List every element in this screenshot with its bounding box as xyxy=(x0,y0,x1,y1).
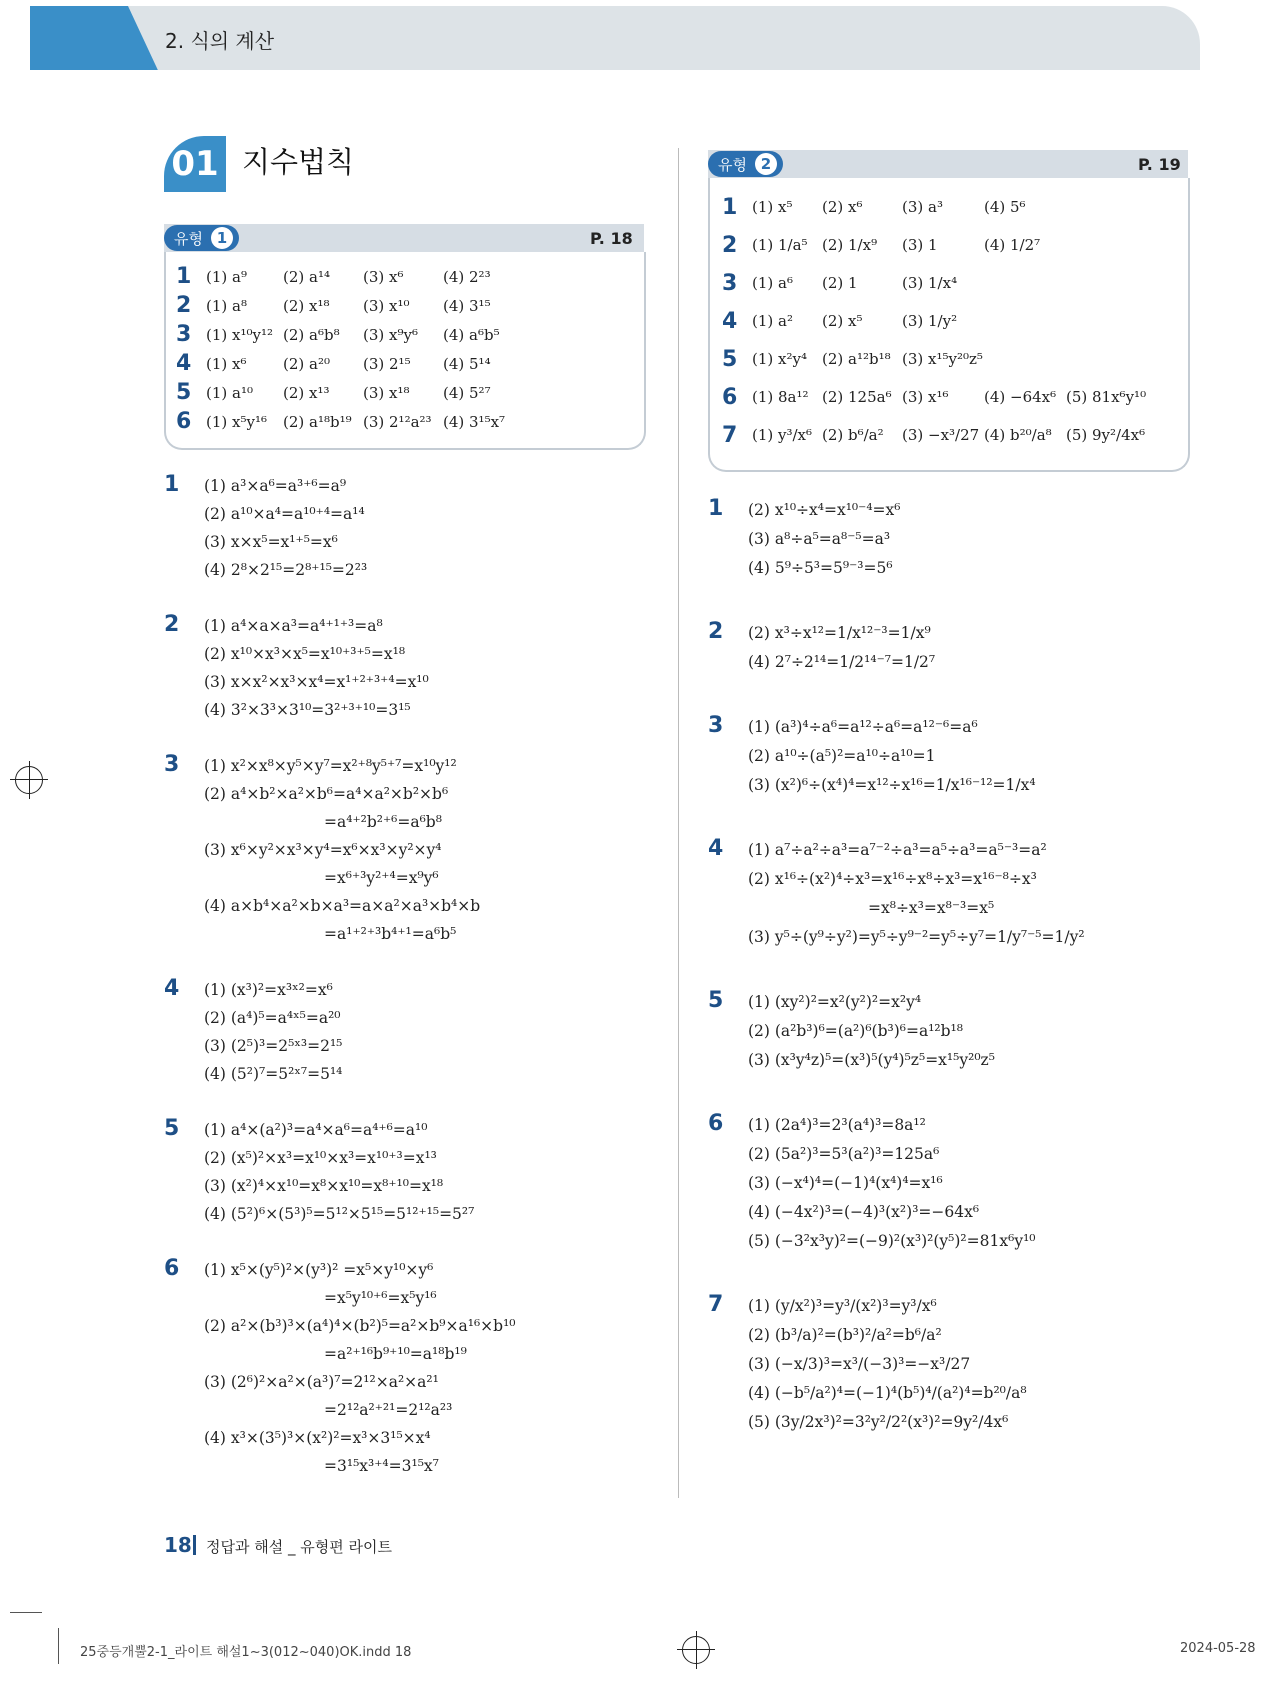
answer-cell: (3) 1/y² xyxy=(902,312,958,330)
answer-number: 4 xyxy=(722,308,738,334)
answer-cell: (4) −64x⁶ xyxy=(984,388,1057,406)
solution-group xyxy=(708,496,1228,583)
type2-page-ref: P. 19 xyxy=(1138,155,1181,174)
solution-line: (4) x³×(3⁵)³×(x²)²=x³×3¹⁵×x⁴ xyxy=(204,1429,431,1447)
answer-cell: (2) x⁵ xyxy=(822,312,863,330)
footer-title: 정답과 해설 _ 유형편 라이트 xyxy=(206,1538,392,1556)
slug-date: 2024-05-28 xyxy=(1180,1641,1256,1656)
solution-group xyxy=(708,1111,1228,1256)
type1-badge xyxy=(164,225,239,251)
answer-cell: (2) a¹⁴ xyxy=(283,267,330,286)
answer-cell: (2) x⁶ xyxy=(822,198,863,216)
answer-number: 6 xyxy=(722,384,738,410)
solution-line: (1) (y/x²)³=y³/(x²)³=y³/x⁶ xyxy=(748,1297,937,1315)
type1-page-ref: P. 18 xyxy=(590,229,633,248)
answer-number: 1 xyxy=(176,264,192,289)
solution-line: =a¹⁺²⁺³b⁴⁺¹=a⁶b⁵ xyxy=(324,925,457,943)
solution-line: (1) a³×a⁶=a³⁺⁶=a⁹ xyxy=(204,477,347,495)
answer-cell: (1) y³/x⁶ xyxy=(752,426,813,444)
answer-cell: (1) a² xyxy=(752,312,793,330)
type2-answer-grid xyxy=(722,188,1146,454)
solution-lines xyxy=(748,713,1228,800)
answer-cell: (5) 9y²/4x⁶ xyxy=(1066,426,1146,444)
solution-line: (4) 3²×3³×3¹⁰=3²⁺³⁺¹⁰=3¹⁵ xyxy=(204,701,411,719)
left-solutions xyxy=(164,472,664,1480)
answer-number: 3 xyxy=(176,322,192,347)
type1-badge-number: 1 xyxy=(211,227,233,249)
solution-line: =a⁴⁺²b²⁺⁶=a⁶b⁸ xyxy=(324,813,442,831)
solution-line: (2) x³÷x¹²=1/x¹²⁻³=1/x⁹ xyxy=(748,624,931,642)
answer-cell: (2) a¹⁸b¹⁹ xyxy=(283,412,352,431)
solution-line: =x⁸÷x³=x⁸⁻³=x⁵ xyxy=(868,899,995,917)
solution-number: 3 xyxy=(708,713,724,738)
solution-line: =2¹²a²⁺²¹=2¹²a²³ xyxy=(324,1401,453,1419)
answer-cell: (1) a⁶ xyxy=(752,274,793,292)
solution-group xyxy=(708,836,1228,952)
solution-line: (3) (x²)⁴×x¹⁰=x⁸×x¹⁰=x⁸⁺¹⁰=x¹⁸ xyxy=(204,1177,444,1195)
slug-filename: 25중등개뿔2-1_라이트 해설1~3(012~040)OK.indd 18 xyxy=(80,1645,412,1660)
answer-cell: (1) 8a¹² xyxy=(752,388,809,406)
solution-line: (4) 2⁸×2¹⁵=2⁸⁺¹⁵=2²³ xyxy=(204,561,368,579)
solution-group xyxy=(164,472,664,584)
solution-line: (1) (xy²)²=x²(y²)²=x²y⁴ xyxy=(748,993,922,1011)
solution-line: (1) a⁴×a×a³=a⁴⁺¹⁺³=a⁸ xyxy=(204,617,383,635)
answer-number: 6 xyxy=(176,409,192,434)
solution-lines xyxy=(204,472,664,584)
solution-number: 5 xyxy=(164,1116,180,1141)
answer-cell: (3) x¹⁶ xyxy=(902,388,949,406)
solution-line: (3) (2⁶)²×a²×(a³)⁷=2¹²×a²×a²¹ xyxy=(204,1373,439,1391)
answer-cell: (1) a⁹ xyxy=(206,267,247,286)
answer-cell: (4) 2²³ xyxy=(443,267,491,286)
answer-row xyxy=(176,320,523,349)
answer-cell: (2) x¹⁸ xyxy=(283,296,330,315)
solution-line: (4) 2⁷÷2¹⁴=1/2¹⁴⁻⁷=1/2⁷ xyxy=(748,653,936,671)
section-number: 01 xyxy=(164,136,226,192)
solution-lines xyxy=(748,496,1228,583)
answer-cell: (4) 5²⁷ xyxy=(443,383,491,402)
solution-line: (3) (−x/3)³=x³/(−3)³=−x³/27 xyxy=(748,1355,971,1373)
column-divider xyxy=(678,148,679,1498)
solution-line: (3) (2⁵)³=2⁵ˣ³=2¹⁵ xyxy=(204,1037,343,1055)
answer-cell: (1) x¹⁰y¹² xyxy=(206,325,274,344)
answer-cell: (2) 125a⁶ xyxy=(822,388,892,406)
solution-number: 1 xyxy=(164,472,180,497)
solution-number: 6 xyxy=(164,1256,180,1281)
solution-line: (2) (b³/a)²=(b³)²/a²=b⁶/a² xyxy=(748,1326,942,1344)
answer-cell: (3) a³ xyxy=(902,198,943,216)
answer-number: 2 xyxy=(722,232,738,258)
solution-number: 4 xyxy=(708,836,724,861)
crop-mark-h xyxy=(10,1612,42,1613)
solution-line: (4) (−b⁵/a²)⁴=(−1)⁴(b⁵)⁴/(a²)⁴=b²⁰/a⁸ xyxy=(748,1384,1027,1402)
solution-lines xyxy=(204,976,664,1088)
solution-number: 5 xyxy=(708,988,724,1013)
solution-line: (3) (x³y⁴z)⁵=(x³)⁵(y⁴)⁵z⁵=x¹⁵y²⁰z⁵ xyxy=(748,1051,995,1069)
answer-cell: (4) 5⁶ xyxy=(984,198,1026,216)
answer-cell: (2) 1/x⁹ xyxy=(822,236,878,254)
solution-group xyxy=(164,1256,664,1480)
solution-line: (3) y⁵÷(y⁹÷y²)=y⁵÷y⁹⁻²=y⁵÷y⁷=1/y⁷⁻⁵=1/y² xyxy=(748,928,1085,946)
solution-line: (2) a⁴×b²×a²×b⁶=a⁴×a²×b²×b⁶ xyxy=(204,785,449,803)
solution-line: (1) x⁵×(y⁵)²×(y³)² =x⁵×y¹⁰×y⁶ xyxy=(204,1261,434,1279)
solution-line: (1) a⁴×(a²)³=a⁴×a⁶=a⁴⁺⁶=a¹⁰ xyxy=(204,1121,428,1139)
solution-number: 7 xyxy=(708,1292,724,1317)
solution-group xyxy=(164,752,664,948)
answer-number: 2 xyxy=(176,293,192,318)
answer-cell: (4) b²⁰/a⁸ xyxy=(984,426,1052,444)
answer-cell: (1) a⁸ xyxy=(206,296,247,315)
solution-lines xyxy=(204,1256,664,1480)
answer-row xyxy=(722,416,1146,454)
answer-cell: (2) a⁶b⁸ xyxy=(283,325,340,344)
answer-cell: (2) b⁶/a² xyxy=(822,426,884,444)
answer-cell: (3) x⁶ xyxy=(363,267,404,286)
type1-answer-grid xyxy=(176,262,523,436)
solution-group xyxy=(708,713,1228,800)
solution-line: (4) a×b⁴×a²×b×a³=a×a²×a³×b⁴×b xyxy=(204,897,481,915)
answer-number: 5 xyxy=(176,380,192,405)
answer-cell: (2) a²⁰ xyxy=(283,354,330,373)
answer-cell: (4) 3¹⁵x⁷ xyxy=(443,412,506,431)
solution-group xyxy=(164,612,664,724)
solution-group xyxy=(708,619,1228,677)
solution-lines xyxy=(748,988,1228,1075)
solution-lines xyxy=(204,612,664,724)
answer-cell: (1) 1/a⁵ xyxy=(752,236,808,254)
solution-line: (2) (5a²)³=5³(a²)³=125a⁶ xyxy=(748,1145,940,1163)
answer-row xyxy=(722,264,1146,302)
solution-line: =a²⁺¹⁶b⁹⁺¹⁰=a¹⁸b¹⁹ xyxy=(324,1345,467,1363)
solution-line: (1) (a³)⁴÷a⁶=a¹²÷a⁶=a¹²⁻⁶=a⁶ xyxy=(748,718,978,736)
answer-number: 1 xyxy=(722,194,738,220)
registration-mark-left-v xyxy=(29,761,30,799)
solution-lines xyxy=(204,752,664,948)
solution-lines xyxy=(748,836,1228,952)
answer-row xyxy=(176,378,523,407)
answer-cell: (1) x⁵ xyxy=(752,198,793,216)
solution-line: (2) (x⁵)²×x³=x¹⁰×x³=x¹⁰⁺³=x¹³ xyxy=(204,1149,437,1167)
answer-cell: (2) a¹²b¹⁸ xyxy=(822,350,891,368)
crop-mark-v xyxy=(58,1628,59,1664)
solution-group xyxy=(164,976,664,1088)
answer-number: 7 xyxy=(722,422,738,448)
answer-cell: (3) x¹⁵y²⁰z⁵ xyxy=(902,350,983,368)
answer-cell: (4) a⁶b⁵ xyxy=(443,325,500,344)
answer-cell: (3) x¹⁸ xyxy=(363,383,410,402)
solution-lines xyxy=(748,619,1228,677)
registration-mark-bottom-v xyxy=(696,1631,697,1669)
solution-lines xyxy=(748,1292,1228,1437)
solution-group xyxy=(708,988,1228,1075)
solution-line: (3) x×x⁵=x¹⁺⁵=x⁶ xyxy=(204,533,338,551)
type2-badge xyxy=(708,151,783,177)
solution-line: (1) (2a⁴)³=2³(a⁴)³=8a¹² xyxy=(748,1116,926,1134)
solution-line: (2) (a²b³)⁶=(a²)⁶(b³)⁶=a¹²b¹⁸ xyxy=(748,1022,963,1040)
solution-line: (2) a¹⁰÷(a⁵)²=a¹⁰÷a¹⁰=1 xyxy=(748,747,936,765)
answer-cell: (4) 3¹⁵ xyxy=(443,296,491,315)
solution-number: 2 xyxy=(708,619,724,644)
answer-number: 5 xyxy=(722,346,738,372)
right-solutions xyxy=(708,496,1228,1437)
solution-line: (2) a²×(b³)³×(a⁴)⁴×(b²)⁵=a²×b⁹×a¹⁶×b¹⁰ xyxy=(204,1317,516,1335)
answer-cell: (2) 1 xyxy=(822,274,858,292)
answer-cell: (3) −x³/27 xyxy=(902,426,980,444)
answer-cell: (3) 2¹²a²³ xyxy=(363,412,432,431)
type2-badge-number: 2 xyxy=(755,153,777,175)
answer-row xyxy=(176,262,523,291)
solution-line: =x⁶⁺³y²⁺⁴=x⁹y⁶ xyxy=(324,869,439,887)
solution-line: (3) (−x⁴)⁴=(−1)⁴(x⁴)⁴=x¹⁶ xyxy=(748,1174,943,1192)
footer-page-number: 18 xyxy=(164,1533,192,1557)
solution-line: (1) x²×x⁸×y⁵×y⁷=x²⁺⁸y⁵⁺⁷=x¹⁰y¹² xyxy=(204,757,457,775)
solution-line: (2) (a⁴)⁵=a⁴ˣ⁵=a²⁰ xyxy=(204,1009,341,1027)
answer-cell: (1) a¹⁰ xyxy=(206,383,253,402)
solution-line: (1) a⁷÷a²÷a³=a⁷⁻²÷a³=a⁵÷a³=a⁵⁻³=a² xyxy=(748,841,1047,859)
solution-number: 6 xyxy=(708,1111,724,1136)
answer-cell: (1) x⁶ xyxy=(206,354,247,373)
solution-group xyxy=(708,1292,1228,1437)
answer-cell: (3) 1 xyxy=(902,236,938,254)
answer-row xyxy=(722,302,1146,340)
solution-number: 4 xyxy=(164,976,180,1001)
solution-line: (4) 5⁹÷5³=5⁹⁻³=5⁶ xyxy=(748,559,893,577)
solution-line: =3¹⁵x³⁺⁴=3¹⁵x⁷ xyxy=(324,1457,439,1475)
answer-cell: (2) x¹³ xyxy=(283,383,330,402)
solution-line: (4) (5²)⁶×(5³)⁵=5¹²×5¹⁵=5¹²⁺¹⁵=5²⁷ xyxy=(204,1205,475,1223)
solution-line: (3) x×x²×x³×x⁴=x¹⁺²⁺³⁺⁴=x¹⁰ xyxy=(204,673,429,691)
solution-line: (5) (3y/2x³)²=3²y²/2²(x³)²=9y²/4x⁶ xyxy=(748,1413,1009,1431)
answer-cell: (3) x¹⁰ xyxy=(363,296,410,315)
solution-line: (3) (x²)⁶÷(x⁴)⁴=x¹²÷x¹⁶=1/x¹⁶⁻¹²=1/x⁴ xyxy=(748,776,1036,794)
solution-line: (2) x¹⁰÷x⁴=x¹⁰⁻⁴=x⁶ xyxy=(748,501,901,519)
answer-row xyxy=(176,349,523,378)
solution-line: (2) x¹⁶÷(x²)⁴÷x³=x¹⁶÷x⁸÷x³=x¹⁶⁻⁸÷x³ xyxy=(748,870,1037,888)
solution-number: 2 xyxy=(164,612,180,637)
section-title: 지수법칙 xyxy=(242,145,355,179)
answer-cell: (3) 2¹⁵ xyxy=(363,354,411,373)
solution-line: (3) x⁶×y²×x³×y⁴=x⁶×x³×y²×y⁴ xyxy=(204,841,442,859)
solution-lines xyxy=(748,1111,1228,1256)
answer-cell: (1) x⁵y¹⁶ xyxy=(206,412,267,431)
solution-line: (2) a¹⁰×a⁴=a¹⁰⁺⁴=a¹⁴ xyxy=(204,505,365,523)
answer-number: 4 xyxy=(176,351,192,376)
solution-line: (5) (−3²x³y)²=(−9)²(x³)²(y⁵)²=81x⁶y¹⁰ xyxy=(748,1232,1036,1250)
solution-line: (4) (5²)⁷=5²ˣ⁷=5¹⁴ xyxy=(204,1065,343,1083)
solution-group xyxy=(164,1116,664,1228)
answer-cell: (3) x⁹y⁶ xyxy=(363,325,418,344)
answer-cell: (4) 1/2⁷ xyxy=(984,236,1041,254)
solution-line: =x⁵y¹⁰⁺⁶=x⁵y¹⁶ xyxy=(324,1289,437,1307)
answer-cell: (5) 81x⁶y¹⁰ xyxy=(1066,388,1147,406)
answer-cell: (3) 1/x⁴ xyxy=(902,274,958,292)
solution-line: (1) (x³)²=x³ˣ²=x⁶ xyxy=(204,981,333,999)
footer-divider xyxy=(193,1535,196,1555)
chapter-title: 2. 식의 계산 xyxy=(165,29,275,53)
solution-number: 1 xyxy=(708,496,724,521)
answer-number: 3 xyxy=(722,270,738,296)
answer-row xyxy=(722,340,1146,378)
solution-line: (4) (−4x²)³=(−4)³(x²)³=−64x⁶ xyxy=(748,1203,980,1221)
answer-row xyxy=(176,291,523,320)
solution-line: (3) a⁸÷a⁵=a⁸⁻⁵=a³ xyxy=(748,530,891,548)
type1-badge-label: 유형 xyxy=(174,229,203,248)
answer-row xyxy=(722,226,1146,264)
answer-row xyxy=(722,378,1146,416)
type2-badge-label: 유형 xyxy=(718,155,747,174)
answer-cell: (1) x²y⁴ xyxy=(752,350,807,368)
answer-row xyxy=(722,188,1146,226)
solution-number: 3 xyxy=(164,752,180,777)
answer-cell: (4) 5¹⁴ xyxy=(443,354,491,373)
answer-row xyxy=(176,407,523,436)
solution-line: (2) x¹⁰×x³×x⁵=x¹⁰⁺³⁺⁵=x¹⁸ xyxy=(204,645,406,663)
solution-lines xyxy=(204,1116,664,1228)
